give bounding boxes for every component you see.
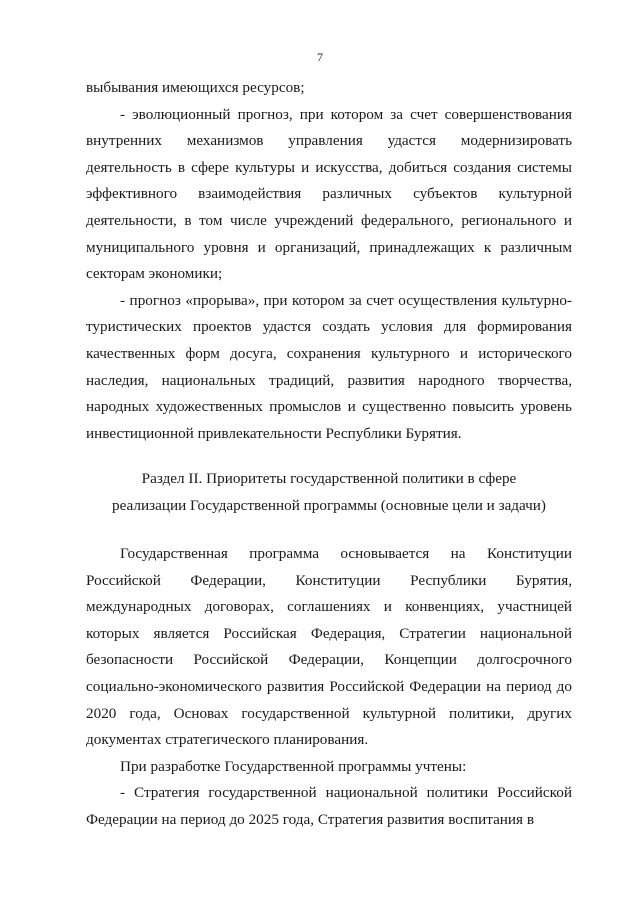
intro-text-block xyxy=(86,75,572,447)
paragraph-considered: При разработке Государственной программы учтены: xyxy=(120,757,467,775)
list-item-national-policy-strategy: - Стратегия государственной национальной политики Российской Федерации на период до 2025 года, Стратегия развития воспитания в xyxy=(86,784,572,828)
page-number: 7 xyxy=(317,50,323,64)
section-heading xyxy=(86,466,572,519)
section-heading-line2: реализации Государственной программы (основные цели и задачи) xyxy=(111,496,546,514)
section-body xyxy=(86,541,572,834)
list-item-evolutionary-forecast: - эволюционный прогноз, при котором за счет совершенствования внутренних механизмов управления удастся модернизировать деятельность в сфере культуры и искусства, добиться создания системы эффективного взаимодействия различных субъектов культурной деятельности, в том числе учреждений федерального, регионального и муниципального уровня и организаций, принадлежащих к различным секторам экономики; xyxy=(86,105,572,283)
paragraph-fragment: выбывания имеющихся ресурсов; xyxy=(86,79,305,96)
paragraph-legal-basis: Государственная программа основывается на Конституции Российской Федерации, Конституции Республики Бурятия, международных договорах, соглашениях и конвенциях, участницей которых является Российская Федерация, Стратегии национальной безопасности Российской Федерации, Концепции долгосрочного социально-экономического развития Российской Федерации на период до 2020 года, Основах государственной культурной политики, других документах стратегического планирования. xyxy=(86,545,572,749)
list-item-breakthrough-forecast: - прогноз «прорыва», при котором за счет осуществления культурно-туристических проектов удастся создать условия для формирования качественных форм досуга, сохранения культурного и исторического наследия, национальных традиций, развития народного творчества, народных художественных промыслов и существенно повысить уровень инвестиционной привлекательности Республики Бурятия. xyxy=(86,291,572,442)
section-heading-line1: Раздел II. Приоритеты государственной политики в сфере xyxy=(141,470,517,487)
